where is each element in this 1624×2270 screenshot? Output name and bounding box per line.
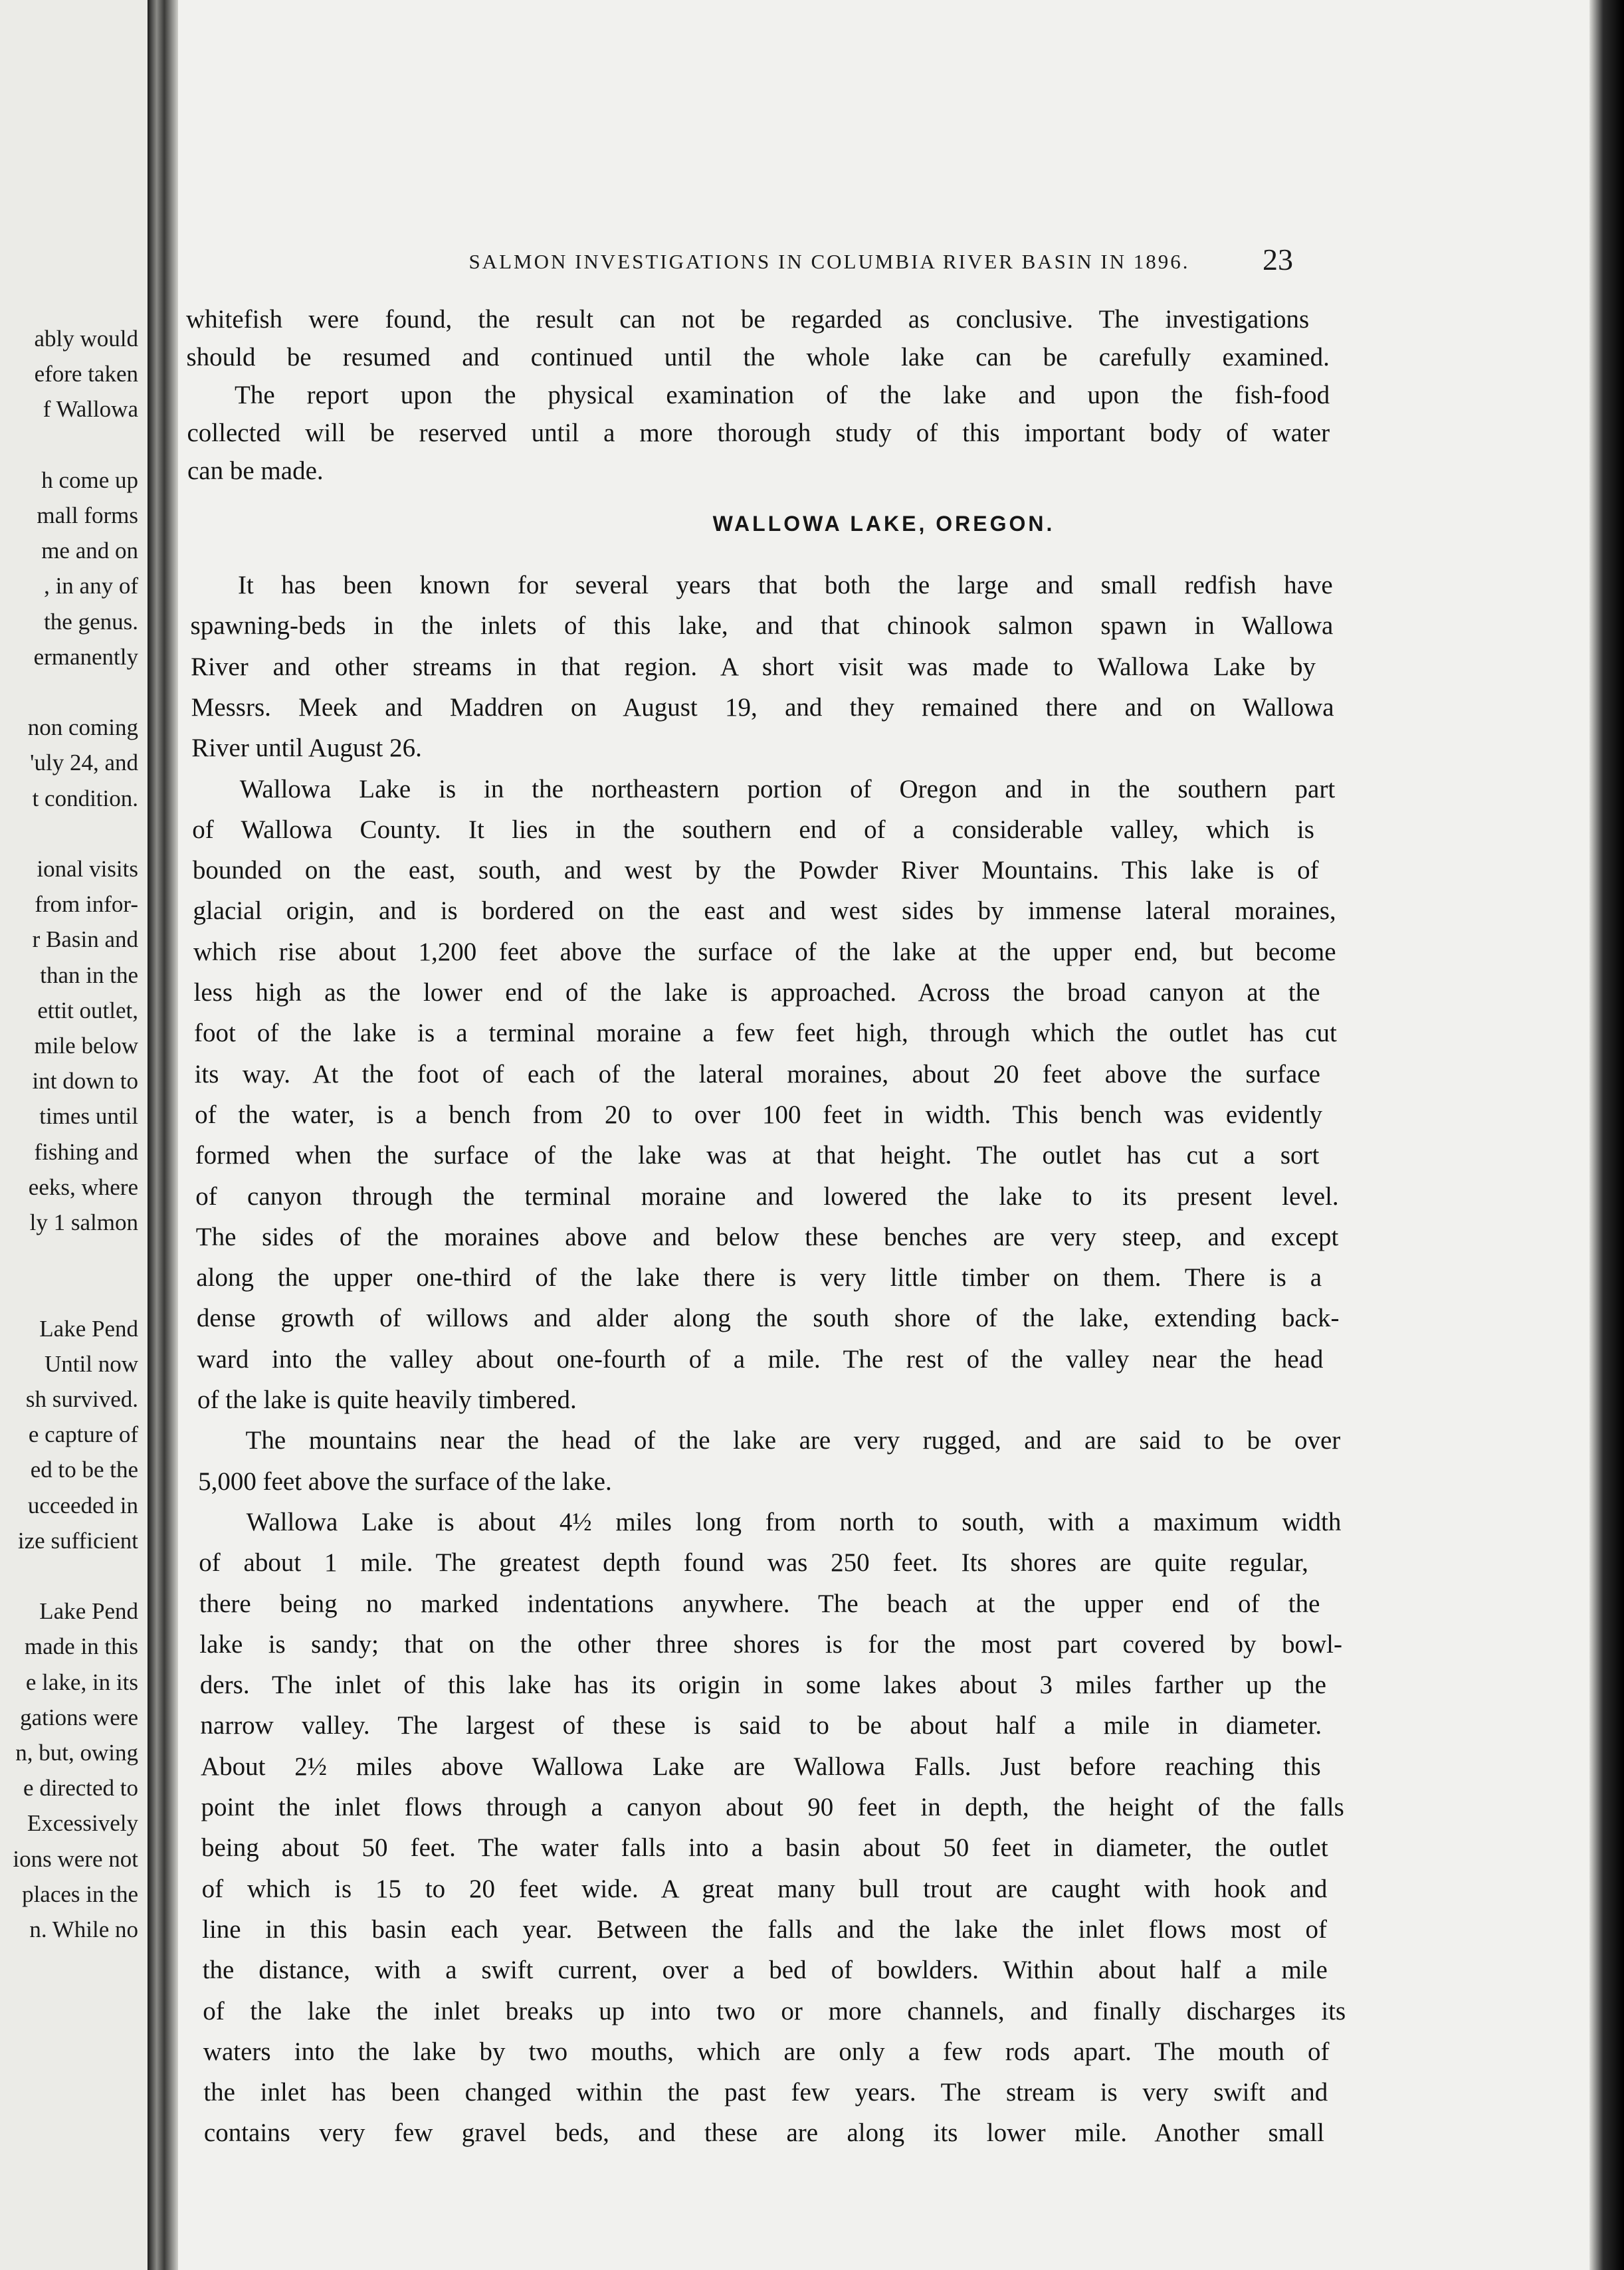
text-line: River until August 26. [191, 734, 422, 763]
facing-page-line: n, but, owing [15, 1740, 138, 1766]
text-line: foot of the lake is a terminal moraine a few feet high, through which the outlet has cut [194, 1019, 1337, 1048]
facing-page-line: sh survived. [25, 1386, 138, 1412]
text-line: River and other streams in that region. A short visit was made to Wallowa Lake by [191, 652, 1316, 681]
text-line: formed when the surface of the lake was at that height. The outlet has cut a sort [195, 1141, 1320, 1170]
text-line: of canyon through the terminal moraine and lowered the lake to its present level. [195, 1182, 1339, 1211]
text-line: being about 50 feet. The water falls into a basin about 50 feet in diameter, the outlet [201, 1833, 1328, 1863]
text-line: contains very few gravel beds, and these are along its lower mile. Another small [203, 2118, 1324, 2148]
text-line: its way. At the foot of each of the lateral moraines, about 20 feet above the surface [194, 1059, 1320, 1088]
facing-page-line: ional visits [37, 856, 138, 882]
facing-page-line: eeks, where [28, 1174, 138, 1200]
text-line: It has been known for several years that both the large and small redfish have [238, 571, 1333, 599]
facing-page-line: than in the [40, 962, 138, 988]
facing-page-line: f Wallowa [43, 396, 138, 423]
facing-page-line: mall forms [37, 502, 138, 528]
facing-page-line: non coming [27, 714, 138, 741]
facing-page-line: h come up [41, 466, 138, 493]
text-line: glacial origin, and is bordered on the east and west sides by immense lateral moraines, [193, 896, 1336, 926]
text-line: of the lake the inlet breaks up into two or more channels, and finally discharges its [203, 1996, 1346, 2025]
text-line: ward into the valley about one-fourth of a mile. The rest of the valley near the head [197, 1344, 1324, 1374]
facing-page-line: int down to [32, 1068, 138, 1094]
text-line: The sides of the moraines above and below these benches are very steep, and except [195, 1222, 1339, 1251]
facing-page-line: ucceeded in [27, 1492, 138, 1518]
text-line: should be resumed and continued until the whole lake can be carefully examined. [186, 343, 1330, 371]
text-line: which rise about 1,200 feet above the surface of the lake at the upper end, but become [193, 937, 1336, 966]
text-line: waters into the lake by two mouths, which are only a few rods apart. The mouth of [203, 2037, 1330, 2066]
facing-page-line: from infor- [35, 891, 138, 918]
text-line: less high as the lower end of the lake is approached. Across the broad canyon at the [193, 978, 1320, 1007]
facing-page-line: t condition. [32, 785, 138, 811]
facing-page-line: ermanently [33, 643, 138, 670]
facing-page-line: e directed to [23, 1775, 138, 1802]
facing-page-line: Lake Pend [39, 1598, 138, 1625]
facing-page-line: r Basin and [32, 926, 138, 953]
text-line: Messrs. Meek and Maddren on August 19, and they remained there and on Wallowa [191, 692, 1334, 722]
text-line: of the lake is quite heavily timbered. [197, 1386, 577, 1414]
text-line: line in this basin each year. Between the falls and the lake the inlet flows most of [202, 1914, 1327, 1944]
facing-page-line: n. While no [29, 1916, 138, 1942]
text-line: narrow valley. The largest of these is said to be about half a mile in diameter. [200, 1711, 1322, 1740]
facing-page-line: made in this [24, 1633, 138, 1660]
facing-page-line: Lake Pend [39, 1315, 138, 1342]
text-line: collected will be reserved until a more thorough study of this important body of water [187, 419, 1330, 447]
facing-page-line: e lake, in its [25, 1669, 138, 1695]
section-heading: WALLOWA LAKE, OREGON. [712, 512, 1055, 536]
text-line: lake is sandy; that on the other three shores is for the most part covered by bowl- [199, 1629, 1342, 1659]
text-line: Wallowa Lake is about 4½ miles long from north to south, with a maximum width [246, 1507, 1342, 1536]
text-line: the inlet has been changed within the past few years. The stream is very swift and [203, 2078, 1328, 2107]
page-edge [1589, 0, 1624, 2270]
facing-page-line: mile below [34, 1033, 138, 1059]
text-line: of about 1 mile. The greatest depth found was 250 feet. Its shores are quite regular, [199, 1548, 1308, 1578]
text-line: of the water, is a bench from 20 to over 100 feet in width. This bench was evidently [195, 1100, 1323, 1129]
facing-page-line: places in the [22, 1881, 138, 1907]
text-line: ders. The inlet of this lake has its origin in some lakes about 3 miles farther up the [199, 1671, 1326, 1700]
text-line: The report upon the physical examination of the lake and upon the fish-food [235, 381, 1330, 409]
facing-page-line: me and on [41, 538, 138, 564]
facing-page-line: ed to be the [30, 1457, 138, 1483]
facing-page-line: ly 1 salmon [29, 1209, 138, 1235]
text-line: there being no marked indentations anywhere. The beach at the upper end of the [199, 1589, 1320, 1618]
text-line: 5,000 feet above the surface of the lake. [198, 1467, 612, 1496]
text-line: the distance, with a swift current, over a bed of bowlders. Within about half a mile [202, 1956, 1328, 1985]
running-head: SALMON INVESTIGATIONS IN COLUMBIA RIVER BASIN IN 1896. [468, 250, 1190, 273]
page [178, 0, 1589, 2270]
text-line: About 2½ miles above Wallowa Lake are Wallowa Falls. Just before reaching this [200, 1752, 1321, 1781]
text-line: The mountains near the head of the lake are very rugged, and are said to be over [245, 1426, 1341, 1455]
facing-page-line: e capture of [28, 1421, 138, 1448]
text-line: point the inlet flows through a canyon about 90 feet in depth, the height of the falls [201, 1793, 1344, 1821]
text-line: of which is 15 to 20 feet wide. A great many bull trout are caught with hook and [201, 1874, 1328, 1903]
book-gutter [148, 0, 178, 2270]
facing-page-line: ettit outlet, [37, 997, 138, 1023]
facing-page-line: 'uly 24, and [30, 750, 138, 776]
facing-page-line: Excessively [27, 1810, 138, 1837]
facing-page-line: efore taken [34, 361, 138, 387]
facing-page-line: times until [39, 1103, 138, 1130]
facing-page-line: , in any of [44, 573, 138, 599]
page-number: 23 [1263, 243, 1293, 276]
facing-page-fragment [0, 0, 148, 2270]
facing-page-line: ions were not [13, 1845, 138, 1872]
text-line: dense growth of willows and alder along the south shore of the lake, extending back- [196, 1304, 1340, 1333]
facing-page-line: ize sufficient [17, 1527, 138, 1554]
text-line: can be made. [187, 457, 324, 485]
facing-page-line: ably would [34, 326, 138, 352]
text-line: along the upper one-third of the lake there is very little timber on them. There is a [196, 1263, 1322, 1292]
facing-page-line: Until now [45, 1350, 138, 1377]
text-line: whitefish were found, the result can not be regarded as conclusive. The investigations [186, 305, 1310, 334]
facing-page-line: gations were [20, 1704, 138, 1730]
text-line: of Wallowa County. It lies in the southern end of a considerable valley, which is [192, 815, 1314, 844]
text-line: spawning-beds in the inlets of this lake, and that chinook salmon spawn in Wallowa [190, 611, 1334, 641]
text-line: bounded on the east, south, and west by the Powder River Mountains. This lake is of [192, 856, 1319, 885]
facing-page-line: the genus. [44, 608, 138, 635]
facing-page-line: fishing and [34, 1138, 138, 1165]
text-line: Wallowa Lake is in the northeastern portion of Oregon and in the southern part [239, 774, 1336, 803]
